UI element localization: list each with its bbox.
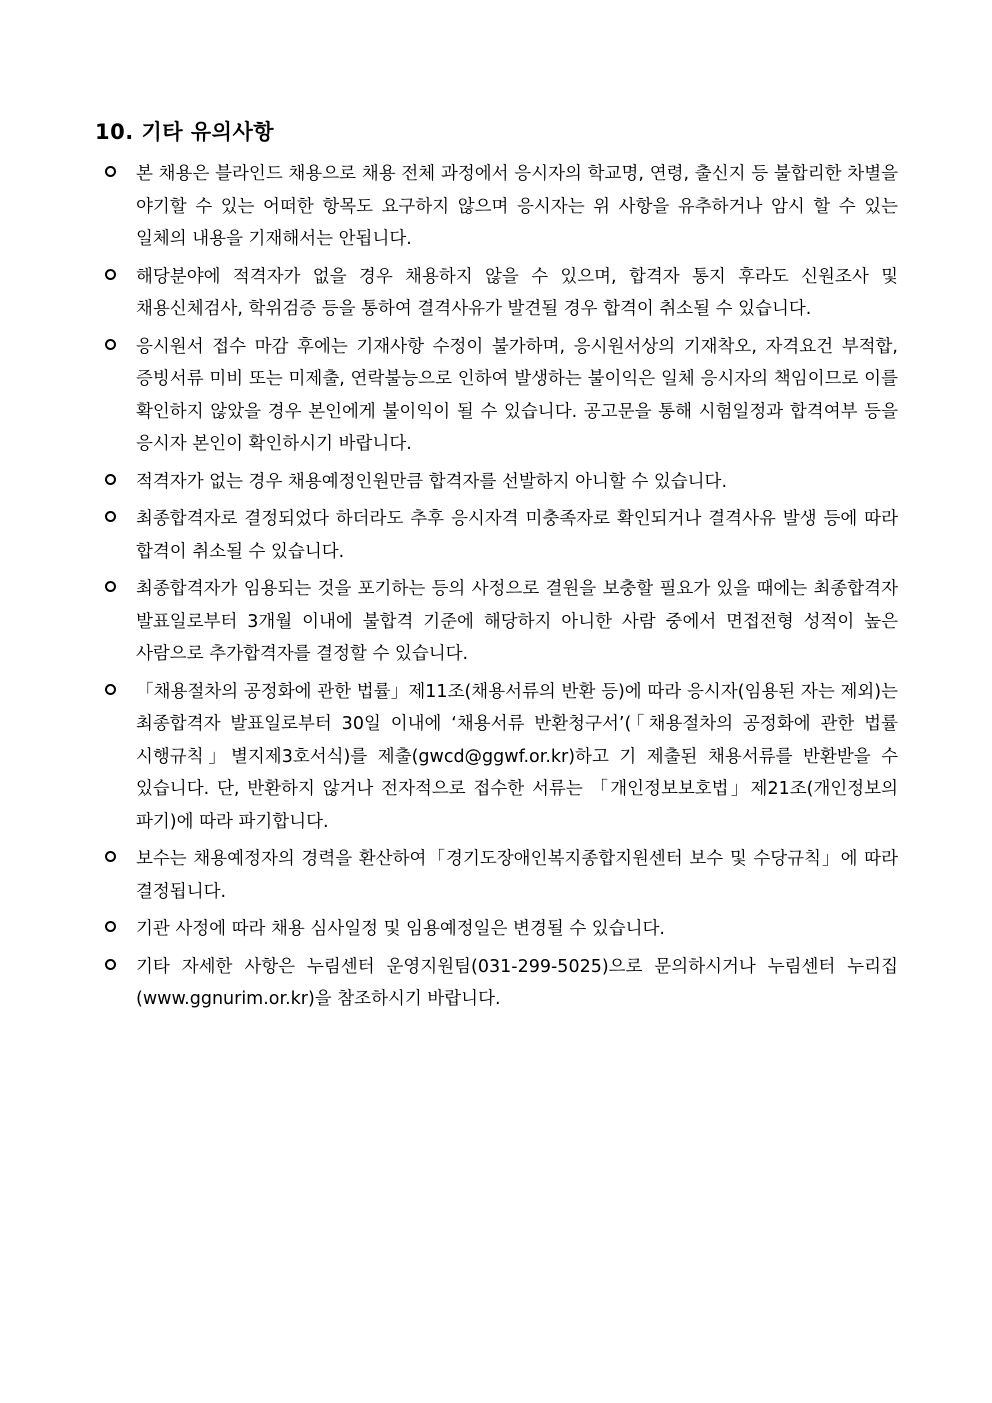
circle-bullet-icon [105,921,116,932]
circle-bullet-icon [105,339,116,350]
note-item [103,261,898,326]
note-item [103,331,898,461]
circle-bullet-icon [105,474,116,485]
circle-bullet-icon [105,269,116,280]
note-text: 해당분야에 적격자가 없을 경우 채용하지 않을 수 있으며, 합격자 통지 후라도 신원조사 및 채용신체검사, 학위검증 등을 통하여 결격사유가 발견될 경우 합격이 취소될 수 있습니다. [136,266,898,319]
circle-bullet-icon [105,581,116,592]
notes-list [103,158,898,1021]
note-item [103,913,898,946]
note-item [103,951,898,1016]
note-text: 기타 자세한 사항은 누림센터 운영지원팀(031-299-5025)으로 문의하시거나 누림센터 누리집(www.ggnurim.or.kr)을 참조하시기 바랍니다. [136,956,898,1009]
note-item [103,158,898,256]
note-text: 「채용절차의 공정화에 관한 법률」제11조(채용서류의 반환 등)에 따라 응시자(임용된 자는 제외)는 최종합격자 발표일로부터 30일 이내에 ‘채용서류 반환청구서’(「채용절차의 공정화에 관한 법률 시행규칙」별지제3호서식)를 제출(gwcd@ggwf.or.kr)하고 기 제출된 채용서류를 반환받을 수 있습니다. 단, 반환하지 않거나 전자적으로 접수한 서류는 「개인정보보호법」제21조(개인정보의 파기)에 따라 파기합니다. [136,681,898,832]
note-item [103,676,898,839]
circle-bullet-icon [105,166,116,177]
note-text: 보수는 채용예정자의 경력을 환산하여「경기도장애인복지종합지원센터 보수 및 수당규칙」에 따라 결정됩니다. [136,849,898,902]
note-text: 기관 사정에 따라 채용 심사일정 및 임용예정일은 변경될 수 있습니다. [136,919,665,939]
note-text: 최종합격자로 결정되었다 하더라도 추후 응시자격 미충족자로 확인되거나 결격사유 발생 등에 따라 합격이 취소될 수 있습니다. [136,509,898,562]
note-item [103,503,898,568]
note-text: 적격자가 없는 경우 채용예정인원만큼 합격자를 선발하지 아니할 수 있습니다. [136,471,728,492]
note-item [103,466,898,499]
circle-bullet-icon [105,851,116,862]
note-text: 최종합격자가 임용되는 것을 포기하는 등의 사정으로 결원을 보충할 필요가 있을 때에는 최종합격자 발표일로부터 3개월 이내에 불합격 기준에 해당하지 아니한 사람 중에서 면접전형 성적이 높은 사람으로 추가합격자를 결정할 수 있습니다. [136,579,898,664]
note-item [103,573,898,671]
circle-bullet-icon [105,511,116,522]
note-text: 응시원서 접수 마감 후에는 기재사항 수정이 불가하며, 응시원서상의 기재착오, 자격요건 부적합, 증빙서류 미비 또는 미제출, 연락불능으로 인하여 발생하는 불이익은 일체 응시자의 책임이므로 이를 확인하지 않았을 경우 본인에게 불이익이 될 수 있습니다. 공고문을 통해 시험일정과 합격여부 등을 응시자 본인이 확인하시기 바랍니다. [136,336,898,454]
circle-bullet-icon [105,959,116,970]
note-item [103,843,898,908]
circle-bullet-icon [105,684,116,695]
section-title: 10. 기타 유의사항 [95,120,275,144]
note-text: 본 채용은 블라인드 채용으로 채용 전체 과정에서 응시자의 학교명, 연령, 출신지 등 불합리한 차별을 야기할 수 있는 어떠한 항목도 요구하지 않으며 응시자는 위 사항을 유추하거나 암시 할 수 있는 일체의 내용을 기재해서는 안됩니다. [136,164,898,249]
